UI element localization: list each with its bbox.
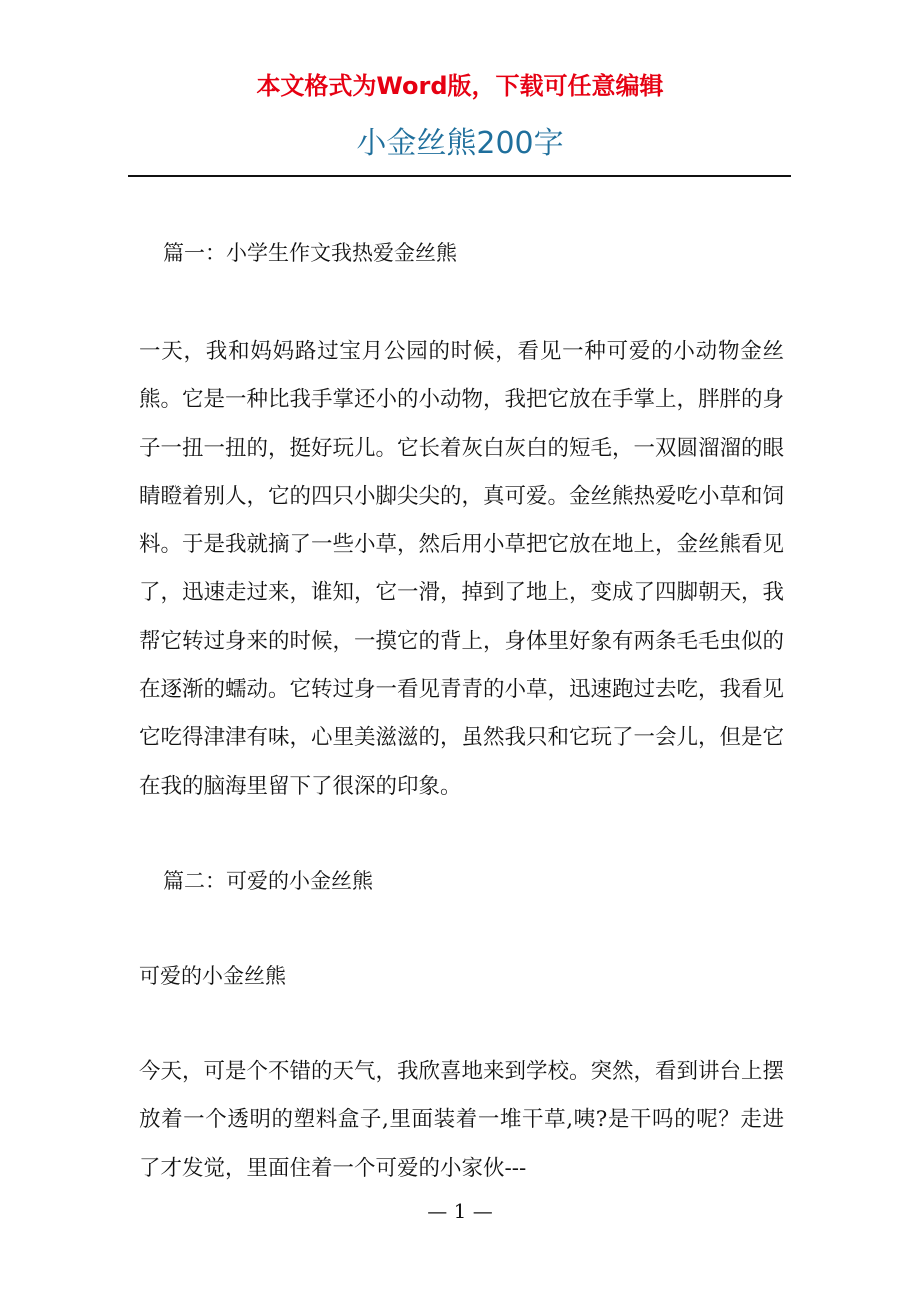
- page-number: — 1 —: [427, 1199, 493, 1223]
- section-1-paragraph: 一天，我和妈妈路过宝月公园的时候，看见一种可爱的小动物金丝熊。它是一种比我手掌还小的小动物，我把它放在手掌上，胖胖的身子一扭一扭的，挺好玩儿。它长着灰白灰白的短毛，一双圆溜溜的眼睛瞪着别人，它的四只小脚尖尖的，真可爱。金丝熊热爱吃小草和饲料。于是我就摘了一些小草，然后用小草把它放在地上，金丝熊看见了，迅速走过来，谁知，它一滑，掉到了地上，变成了四脚朝天，我帮它转过身来的时候，一摸它的背上，身体里好象有两条毛毛虫似的在逐渐的蠕动。它转过身一看见青青的小草，迅速跑过去吃，我看见它吃得津津有味，心里美滋滋的，虽然我只和它玩了一会儿，但是它在我的脑海里留下了很深的印象。: [139, 339, 785, 799]
- document-title: 小金丝熊200字: [356, 126, 564, 161]
- section-2-subtitle: 可爱的小金丝熊: [139, 964, 286, 988]
- section-1-heading: 篇一：小学生作文我热爱金丝熊: [163, 241, 457, 265]
- section-2-heading: 篇二：可爱的小金丝熊: [163, 869, 373, 893]
- title-divider: [128, 175, 791, 177]
- format-notice: 本文格式为Word版，下载可任意编辑: [256, 72, 664, 100]
- section-2-paragraph: 今天，可是个不错的天气，我欣喜地来到学校。突然，看到讲台上摆放着一个透明的塑料盒子,里面装着一堆干草,咦?是干吗的呢？走进了才发觉，里面住着一个可爱的小家伙---: [139, 1059, 785, 1181]
